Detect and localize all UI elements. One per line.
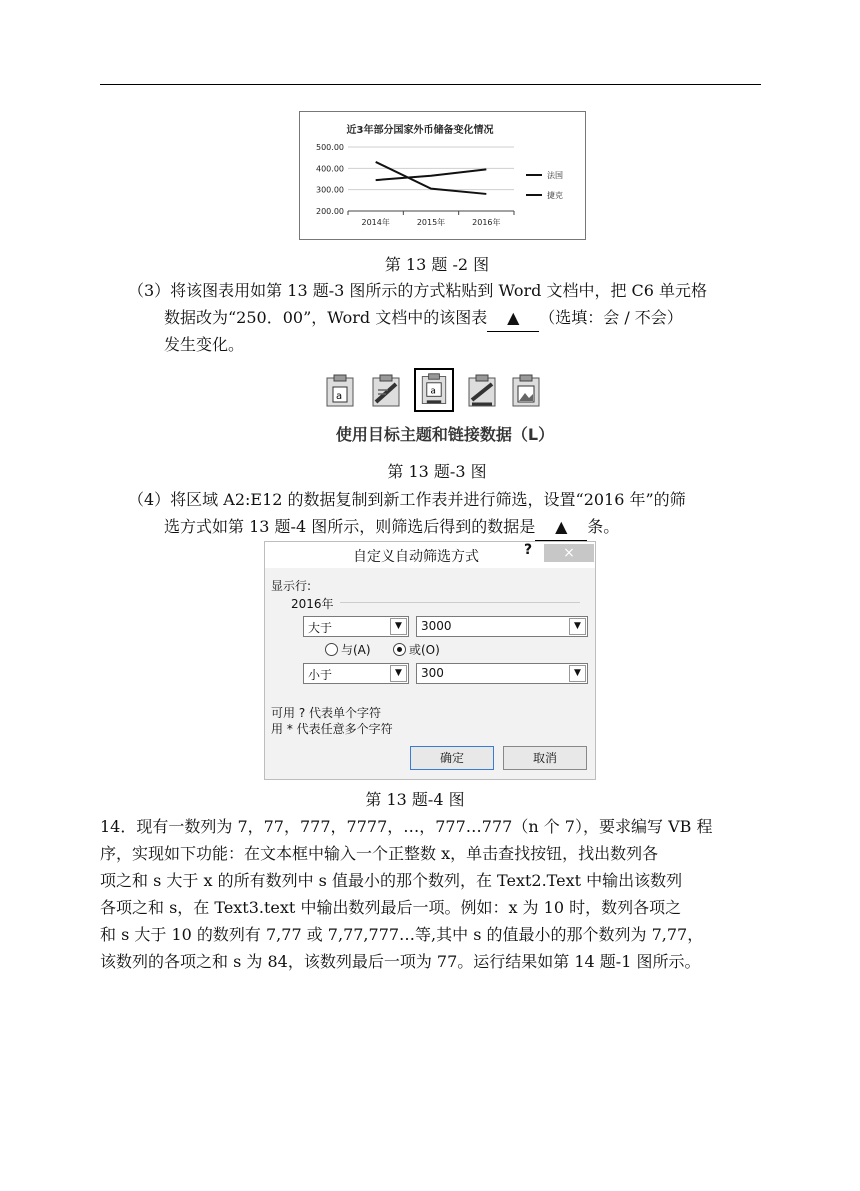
hint-single-char: 可用 ? 代表单个字符 xyxy=(271,706,381,720)
q3-line-2-options: （选填：会 / 不会） xyxy=(539,308,683,327)
or-radio[interactable] xyxy=(393,643,406,656)
or-radio-label: 或(O) xyxy=(409,643,440,657)
q3-line-2 xyxy=(164,305,683,332)
chevron-down-icon: ▼ xyxy=(569,618,586,635)
paste-link-source-icon xyxy=(466,374,498,408)
answer-blank-q3: ▲ xyxy=(487,305,539,332)
answer-blank-q4: ▲ xyxy=(535,514,587,541)
legend-label: 法国 xyxy=(547,171,563,180)
value-2: 300 xyxy=(421,666,444,680)
paste-keep-source-icon xyxy=(324,374,356,408)
operator-2-value: 小于 xyxy=(308,668,333,682)
figure-caption-4: 第 13 题-4 图 xyxy=(365,790,465,809)
dialog-titlebar xyxy=(265,542,595,568)
operator-1-value: 大于 xyxy=(308,621,333,635)
x-tick-label: 2015年 xyxy=(416,218,446,227)
value-combo-2[interactable] xyxy=(416,663,588,684)
q14-line-2: 序，实现如下功能：在文本框中输入一个正整数 x，单击查找按钮，找出数列各 xyxy=(100,844,659,863)
value-combo-1[interactable] xyxy=(416,616,588,637)
help-button[interactable]: ? xyxy=(524,542,533,558)
line-chart xyxy=(299,111,586,240)
paste-options-toolbar xyxy=(320,368,560,416)
dialog-title: 自定义自动筛选方式 xyxy=(353,549,479,565)
hint-multi-char: 用 * 代表任意多个字符 xyxy=(271,722,393,736)
q4-line-1: （4）将区域 A2:E12 的数据复制到新工作表并进行筛选，设置“2016 年”的筛 xyxy=(128,490,686,509)
q14-line-6: 该数列的各项之和 s 为 84，该数列最后一项为 77。运行结果如第 14 题-1 图所示。 xyxy=(100,952,701,971)
q3-line-2-text: 数据改为“250．00”，Word 文档中的该图表 xyxy=(164,308,488,327)
q4-line-2-text: 选方式如第 13 题-4 图所示，则筛选后得到的数据是 xyxy=(164,517,536,536)
chart-title: 近3年部分国家外币储备变化情况 xyxy=(346,125,494,136)
q14-line-5: 和 s 大于 10 的数列有 7,77 或 7,77,777…等,其中 s 的值最小的那个数列为 7,77， xyxy=(100,925,704,944)
svg-text:a: a xyxy=(336,391,343,402)
show-rows-label: 显示行: xyxy=(271,579,312,593)
q14-line-3: 项之和 s 大于 x 的所有数列中 s 值最小的那个数列，在 Text2.Text 中输出该数列 xyxy=(100,871,683,890)
figure-caption-3: 第 13 题-3 图 xyxy=(387,462,487,481)
q14-line-1: 14．现有一数列为 7，77，777，7777，…，777…777（n 个 7），要求编写 VB 程 xyxy=(100,817,713,836)
paste-destination-theme-icon xyxy=(370,374,402,408)
paste-picture-icon xyxy=(510,374,542,408)
q14-line-4: 各项之和 s，在 Text3.text 中输出数列最后一项。例如：x 为 10 时，数列各项之 xyxy=(100,898,682,917)
q3-line-3: 发生变化。 xyxy=(164,335,245,354)
x-tick-label: 2016年 xyxy=(472,218,501,227)
chart-plot xyxy=(300,112,585,239)
and-radio[interactable] xyxy=(325,643,338,656)
value-1: 3000 xyxy=(421,619,452,633)
q3-line-1: （3）将该图表用如第 13 题-3 图所示的方式粘贴到 Word 文档中，把 C6 单元格 xyxy=(128,281,708,300)
and-radio-label: 与(A) xyxy=(341,643,371,657)
paste-option-label: 使用目标主题和链接数据（L） xyxy=(335,425,555,444)
y-tick-label: 300.00 xyxy=(316,185,344,195)
custom-autofilter-dialog xyxy=(264,541,596,780)
y-tick-label: 400.00 xyxy=(316,164,344,174)
field-name-label: 2016年 xyxy=(291,597,334,611)
q4-line-2 xyxy=(164,514,619,541)
chevron-down-icon: ▼ xyxy=(569,665,586,682)
figure-caption-2: 第 13 题 -2 图 xyxy=(384,255,490,274)
ok-button[interactable]: 确定 xyxy=(410,746,494,770)
y-tick-label: 200.00 xyxy=(316,207,344,216)
close-button[interactable]: × xyxy=(544,544,594,562)
chevron-down-icon: ▼ xyxy=(390,665,407,682)
header-rule xyxy=(100,84,761,85)
svg-text:a: a xyxy=(430,386,436,397)
group-divider xyxy=(340,602,580,603)
chevron-down-icon: ▼ xyxy=(390,618,407,635)
paste-link-data-icon[interactable] xyxy=(414,368,454,412)
operator-select-2[interactable] xyxy=(303,663,409,684)
operator-select-1[interactable] xyxy=(303,616,409,637)
q4-line-2-end: 条。 xyxy=(587,517,620,536)
cancel-button[interactable]: 取消 xyxy=(503,746,587,770)
x-tick-label: 2014年 xyxy=(361,218,390,227)
legend-label: 捷克 xyxy=(547,191,563,200)
y-tick-label: 500.00 xyxy=(316,143,344,152)
